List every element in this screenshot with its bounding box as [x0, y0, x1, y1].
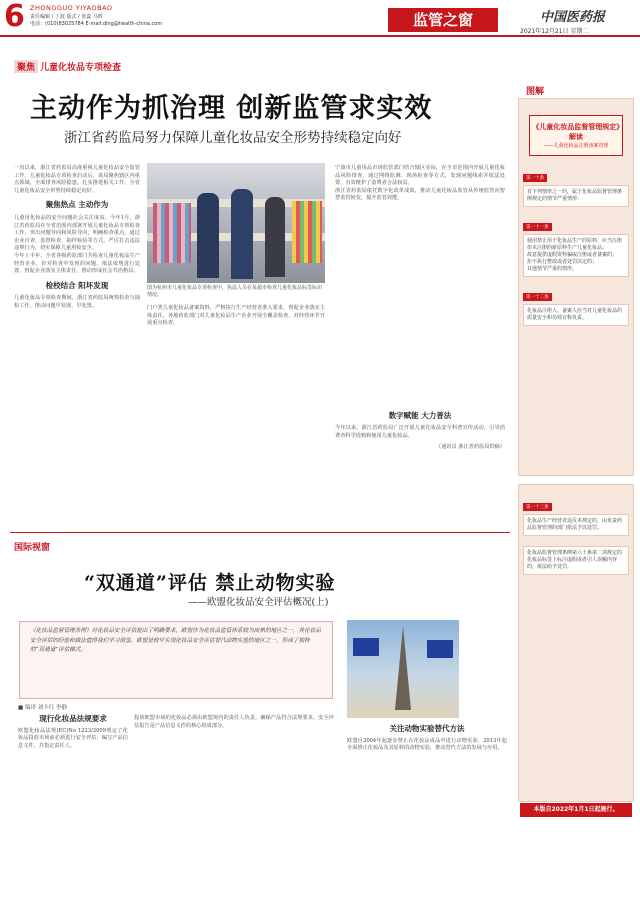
info-card: 化妆品生产经营者违反本规定的，由负责药品监督管理的部门依法予以处罚。 [523, 514, 629, 536]
article-tag: 第一十二条 [523, 293, 552, 301]
subheading: 现行化妆品法规要求 [39, 714, 107, 723]
paragraph: 欧盟自2004年起逐步禁止在化妆品成品中进行动物实验，2013年起全面禁止化妆品及其原料的动物实验，推动替代方法的发展与应用。 [347, 737, 507, 752]
lead-column-1 [14, 165, 140, 311]
eu-photo [347, 620, 459, 718]
paragraph: 儿童化妆品专项检查期间，浙江省药监局统筹检查与抽检工作，推动问题早发现、早处置。 [14, 295, 140, 309]
editor-note-box: 《化妆品监督管理条例》对化妆品安全评估提出了明确要求，欧盟作为化妆品监管体系较为成熟的地区之一，其化妆品安全评估的经验和做法值得我们学习借鉴。欧盟是较早实现化妆品安全评估替代动物实验的地区之一，形成了独特的“双通道”评估模式。 [19, 621, 333, 699]
paragraph: 今年以来，浙江省药监局广泛开展儿童化妆品安全科普宣传活动，引导消费者科学选购和使用儿童化妆品。 [335, 425, 505, 439]
second-headline: “双通道”评估 禁止动物实验 [84, 572, 336, 594]
list-item: 使用禁止用于化妆品生产的原料、应当注册但未注册的新原料生产儿童化妆品； [527, 238, 623, 251]
article-tag: 第一十一条 [523, 223, 552, 231]
subheading: 聚焦热点 主动作为 [45, 200, 109, 210]
kicker-text: 儿童化妆品专项检查 [40, 63, 122, 73]
lead-headline: 主动作为抓治理 创新监管求实效 [30, 93, 433, 124]
sidebar-title: 图解 [526, 87, 545, 97]
paragraph: 今年上半年，全省各级药监部门共检查儿童化妆品生产经营企业，针对检查中发现的问题，依法依规进行处置，督促企业落实主体责任，推动形成社会共治格局。 [14, 252, 140, 275]
paragraph: 门户类儿童化妆品备案资料，严格执行生产经营者准入要求，督促企业落实主体责任。各地药监部门对儿童化妆品生产企业开展全覆盖检查，对经营环节开展重点检查。 [147, 305, 325, 327]
second-column-3 [347, 725, 507, 753]
lead-photo [147, 163, 325, 283]
article-tag: 第一十条 [523, 174, 547, 182]
page-number: 6 [4, 0, 25, 34]
kicker-tag: 聚焦 [14, 60, 38, 73]
lead-column-2 [147, 305, 325, 328]
section-banner: 监管之窗 [388, 8, 498, 32]
subheading: 关注动物实验替代方法 [389, 724, 465, 733]
effective-date-banner: 本版自2022年1月1日起施行。 [520, 803, 632, 817]
lead-subhead: 浙江省药监局努力保障儿童化妆品安全形势持续稳定向好 [64, 130, 402, 146]
contact-line: 电话：(010)83025784 E-mail:ding@health-china.com [30, 21, 163, 27]
info-card-list [523, 234, 629, 277]
subheading: 检校结合 阳坏发现 [45, 280, 109, 290]
photo-caption: 图为杭州市儿童化妆品专项检查中，执法人员在某超市检查儿童化妆品标签标识情况。 [147, 285, 323, 298]
article-tag: 第一十三条 [523, 503, 552, 511]
second-subhead: ——欧盟化妆品安全评估概况(上) [188, 597, 329, 608]
paragraph: 投放欧盟市场的化妆品必须由欧盟境内的责任人负责，确保产品符合法规要求。安全评估报告是产品信息文件的核心组成部分。 [134, 715, 334, 729]
paragraph: 儿童用化妆品的安全问题社会关注度高。今年1月，浙江省药监局在全省范围内部署开展儿童化妆品专项检查工作，突出问题导向和风险导向，明确检查重点，通过企业自查、监督检查、抽样检验等方式，严厉打击违法违规行为，切实保障儿童用妆安全。 [14, 214, 140, 252]
section-divider [10, 532, 510, 533]
infographic-panel [518, 98, 634, 476]
infographic-panel-2 [518, 484, 634, 802]
paragraph: 欧盟化妆品法规(EC)No 1223/2009规定了化妆品投放市场前必须进行安全评估，编写产品信息文件，并指定责任人。 [18, 727, 128, 749]
heading-text: 《儿童化妆品监督管理规定》解读 [532, 123, 620, 141]
heading-sub: ——儿童化妆品注册备案管理 [543, 143, 609, 149]
lead-kicker [14, 60, 121, 73]
paragraph: 宁波市儿童用品市场监管部门结合辖区实际，在全市范围内开展儿童化妆品风险排查，通过网络监测、现场检查等方式，发现问题线索并依法处置，有效维护了消费者合法权益。 [335, 165, 505, 187]
lead-column-3 [335, 165, 505, 203]
second-column-1 [18, 715, 128, 750]
header-meta [30, 14, 162, 28]
info-card: 化妆品监督管理条例第六十条第二项规定的化妆品标签上标注虚假或者引人误解内容的，依法给予处罚。 [523, 546, 629, 575]
byline: （通讯员 浙江省药监局供稿） [435, 444, 505, 451]
info-card: 化妆品注册人、备案人应当对儿童化妆品的质量安全和功效宣称负责。 [523, 304, 629, 326]
editor-line: 责任编辑 / 丁波 版式 / 张蕊 马辉 [30, 14, 103, 20]
masthead-logo: 中国医药报 [540, 10, 606, 25]
infographic-heading [529, 115, 623, 156]
list-item: 其他情节严重的情形。 [527, 266, 578, 272]
paragraph: 一直以来，浙江省药监局高度重视儿童化妆品安全监管工作。儿童化妆品专项检查启动后，该局聚焦辖区内重点领域，全面排查风险隐患，扎实推进相关工作，全省儿童化妆品安全形势持续稳定向好。 [14, 165, 140, 194]
subheading: 数字赋能 大力普法 [388, 411, 452, 420]
second-column-2 [134, 715, 334, 730]
paper-pinyin: ZHONGGUO YIYAOBAO [30, 4, 113, 12]
lead-column-3b [335, 425, 505, 452]
info-card: 有下列情形之一的，属于化妆品监督管理条例规定的情节严重情形： [523, 185, 629, 207]
list-item: 故意提供虚假资料骗取注册或者备案的； [527, 252, 618, 258]
list-item: 拒不执行整改或者处罚决定的； [527, 259, 598, 265]
issue-date: 2021年12月21日 星期二 [520, 28, 589, 35]
author-line: ■ 编译 刘丰红 李静 [18, 705, 67, 711]
second-kicker: 国际视窗 [14, 543, 51, 553]
paragraph: 浙江省药监局依托数字化改革成果，推动儿童化妆品监管从传统监管向智慧监管转变，提升监管效能。 [335, 187, 505, 202]
